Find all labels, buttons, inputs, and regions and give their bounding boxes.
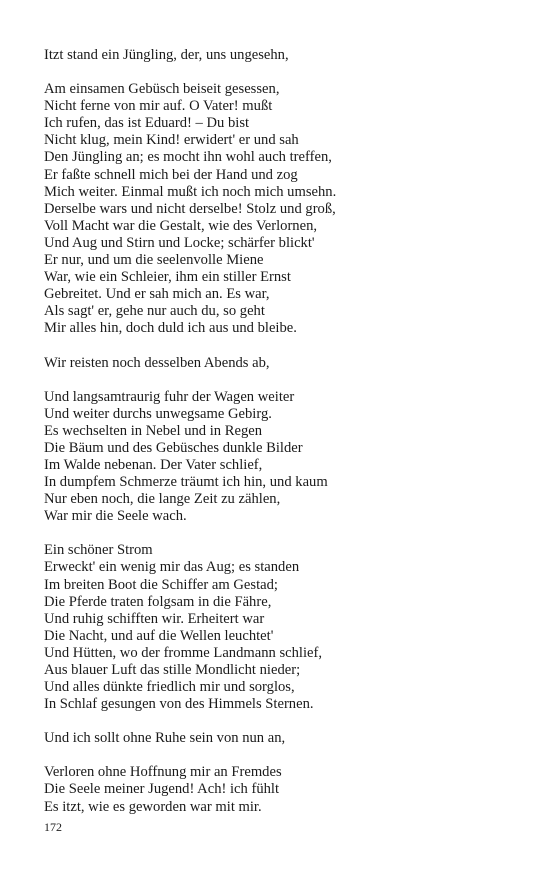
poem-line: Und Aug und Stirn und Locke; schärfer blickt' [44, 234, 315, 251]
poem-line: Und langsamtraurig fuhr der Wagen weiter [44, 388, 295, 405]
poem-line: Derselbe wars und nicht derselbe! Stolz und groß, [44, 200, 336, 217]
poem-line: Verloren ohne Hoffnung mir an Fremdes [44, 764, 282, 781]
poem-line: Er nur, und um die seelenvolle Miene [44, 252, 264, 269]
poem-line: Es wechselten in Nebel und in Regen [44, 422, 263, 439]
stanza-1 [44, 47, 524, 64]
poem-line: Erweckt' ein wenig mir das Aug; es standen [44, 559, 300, 576]
stanza-2 [44, 81, 524, 337]
poem-line: Aus blauer Luft das stille Mondlicht nieder; [44, 662, 301, 678]
poem-line: War, wie ein Schleier, ihm ein stiller Ernst [44, 269, 291, 286]
poem-line: Voll Macht war die Gestalt, wie des Verlornen, [44, 217, 318, 234]
poem-line: Itzt stand ein Jüngling, der, uns ungesehn, [44, 47, 289, 63]
poem-line: Gebreitet. Und er sah mich an. Es war, [44, 286, 270, 303]
poem-line: Ein schöner Strom [44, 542, 153, 559]
poem-text [44, 47, 524, 833]
poem-line: Er faßte schnell mich bei der Hand und zog [44, 166, 298, 183]
poem-line: In dumpfem Schmerze träumt ich hin, und kaum [44, 474, 328, 491]
stanza-6 [44, 730, 524, 747]
poem-line: Mich weiter. Einmal mußt ich noch mich umsehn. [44, 183, 337, 200]
poem-line: Als sagt' er, gehe nur auch du, so geht [44, 303, 265, 320]
poem-line: Und weiter durchs unwegsame Gebirg. [44, 405, 272, 422]
poem-line: Mir alles hin, doch duld ich aus und bleibe. [44, 320, 297, 337]
poem-line: Es itzt, wie es geworden war mit mir. [44, 798, 262, 815]
poem-line: Wir reisten noch desselben Abends ab, [44, 354, 270, 371]
stanza-5 [44, 542, 524, 713]
poem-line: Nicht klug, mein Kind! erwidert' er und sah [44, 132, 299, 149]
poem-line: Und ruhig schifften wir. Erheitert war [44, 610, 265, 627]
poem-line: Nicht ferne von mir auf. O Vater! mußt [44, 98, 273, 115]
poem-line: Im Walde nebenan. Der Vater schlief, [44, 456, 263, 473]
poem-line: Und Hütten, wo der fromme Landmann schlief, [44, 644, 323, 661]
poem-line: Den Jüngling an; es mocht ihn wohl auch treffen, [44, 149, 332, 166]
poem-line: Die Seele meiner Jugend! Ach! ich fühlt [44, 781, 280, 798]
poem-line: Die Bäum und des Gebüsches dunkle Bilder [44, 439, 303, 456]
page-number: 172 [44, 820, 62, 834]
poem-line: Im breiten Boot die Schiffer am Gestad; [44, 576, 278, 593]
poem-line: Und ich sollt ohne Ruhe sein von nun an, [44, 730, 286, 747]
poem-line: Ich rufen, das ist Eduard! – Du bist [44, 115, 250, 132]
poem-line: In Schlaf gesungen von des Himmels Sternen. [44, 696, 314, 713]
poem-line: Die Nacht, und auf die Wellen leuchtet' [44, 627, 274, 644]
poem-line: Und alles dünkte friedlich mir und sorglos, [44, 679, 295, 696]
stanza-7 [44, 764, 524, 815]
poem-line: Nur eben noch, die lange Zeit zu zählen, [44, 491, 281, 508]
stanza-4 [44, 389, 524, 526]
poem-line: War mir die Seele wach. [44, 508, 187, 525]
stanza-3 [44, 355, 524, 372]
poem-line: Am einsamen Gebüsch beiseit gesessen, [44, 81, 280, 98]
poem-line: Die Pferde traten folgsam in die Fähre, [44, 593, 272, 610]
